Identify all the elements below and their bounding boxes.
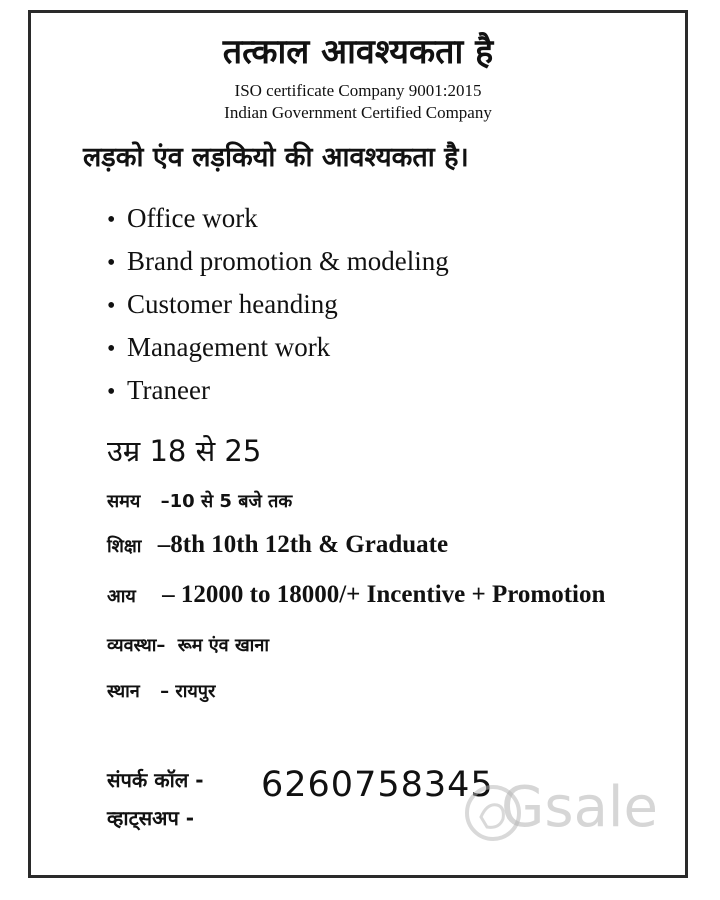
income-label: आय [107,586,136,607]
bullet-icon: • [107,336,116,362]
contact-whatsapp-label: व्हाट्सअप - [107,806,195,830]
education-row [107,531,448,559]
phone-number[interactable]: 6260758345 [261,765,494,805]
list-item: • Brand promotion & modeling [107,240,449,283]
contact-labels [107,761,204,837]
arrangement-value: रूम एंव खाना [177,635,269,656]
poster-title: तत्काल आवश्यकता है [222,32,494,72]
list-item: • Traneer [107,369,449,412]
requirement-heading: लड़को एंव लड़कियो की आवश्यकता है। [83,142,469,173]
education-label: शिक्षा [107,536,142,557]
time-value: –10 से 5 बजे तक [160,491,293,512]
poster-frame [28,10,688,878]
gsale-watermark [463,773,683,853]
job-list [107,197,449,412]
list-item: • Management work [107,326,449,369]
income-row [107,581,605,609]
time-label: समय [107,491,141,512]
bullet-icon: • [107,293,116,319]
income-value: – 12000 to 18000/+ Incentive + Promotion [162,581,606,608]
bullet-icon: • [107,207,116,233]
age-range: उम्र 18 से 25 [107,434,262,468]
contact-call-label: संपर्क कॉल - [107,768,204,792]
arrangement-row [107,633,269,657]
bullet-icon: • [107,250,116,276]
bullet-icon: • [107,379,116,405]
govt-certified-line: Indian Government Certified Company [224,103,492,122]
list-item: • Customer heanding [107,283,449,326]
arrangement-label: व्यवस्था– [107,635,166,656]
watermark-text: Gsale [501,775,658,840]
time-row [107,489,292,513]
place-row [107,679,215,703]
place-label: स्थान [107,681,140,702]
education-value: –8th 10th 12th & Graduate [157,531,449,558]
place-value: – रायपुर [160,681,216,702]
list-item: • Office work [107,197,449,240]
iso-certificate-line: ISO certificate Company 9001:2015 [234,81,482,100]
